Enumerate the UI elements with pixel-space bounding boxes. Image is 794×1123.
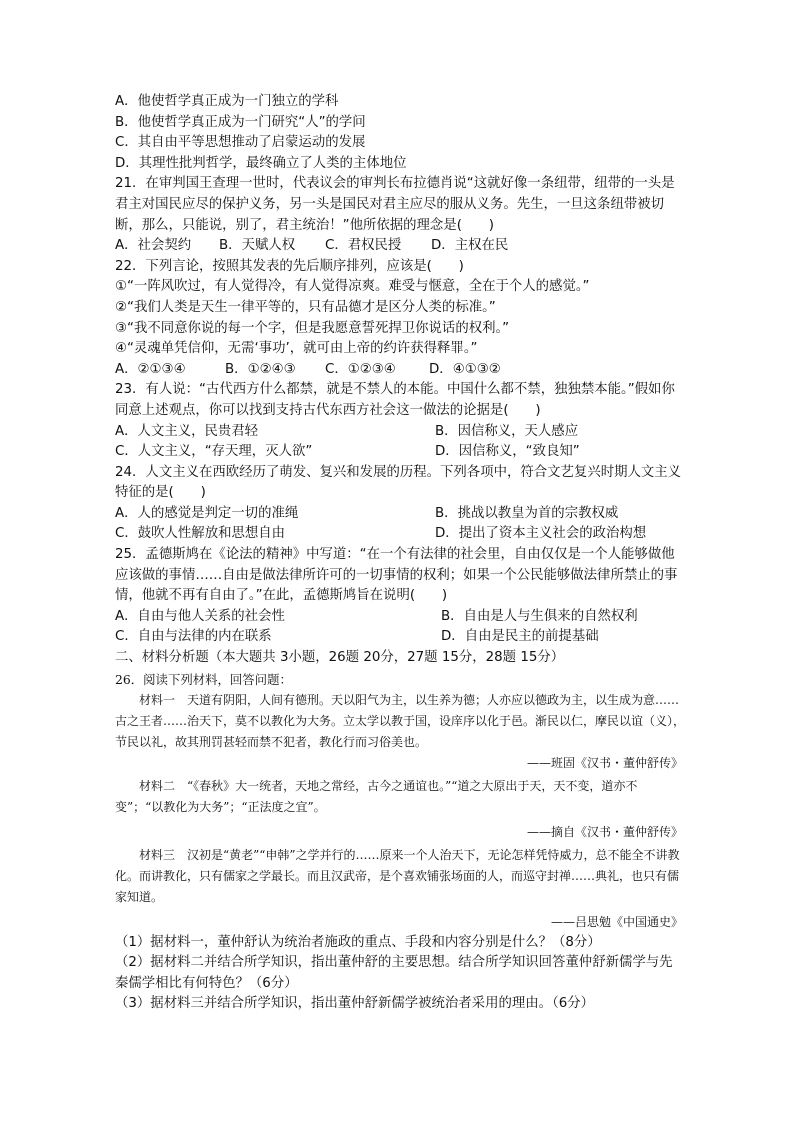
q22-item-2: ②“我们人类是天生一律平等的，只有品德才是区分人类的标准。” — [115, 299, 496, 315]
q22-options — [115, 360, 685, 381]
q22-option-a: A．②①③④ — [115, 361, 186, 377]
q24-stem: 24．人文主义在西欧经历了萌发、复兴和发展的历程。下列各项中，符合文艺复兴时期人文主义特征的是( ) — [115, 464, 682, 501]
q23-option-a: A．人文主义，民贵君轻 — [115, 423, 259, 439]
q25-option-b: B．自由是人与生俱来的自然权利 — [441, 608, 638, 624]
q21-option-b: B．天赋人权 — [219, 238, 296, 254]
q26-sub-1: （1）据材料一，董仲舒认为统治者施政的重点、手段和内容分别是什么？（8分） — [115, 934, 601, 950]
q20-option-b: B．他使哲学真正成为一门研究“人”的学问 — [115, 114, 366, 130]
q21-stem: 21．在审判国王查理一世时，代表议会的审判长布拉德肖说“这就好像一条纽带，纽带的一头是君主对国民应尽的保护义务，另一头是国民对君主应尽的服从义务。先生，一旦这条纽带被切断，那么，只能说，别了，君主统治！”他所依据的理念是( ) — [115, 176, 675, 233]
q23-option-c: C．人文主义，“存天理，灭人欲” — [115, 444, 313, 460]
material-3-text: 材料三 汉初是“黄老”“申韩”之学并行的……原来一个人治天下，无论怎样凭恃威力，总不能全不讲教化。而讲教化，只有儒家之学最长。而且汉武帝，是个喜欢铺张场面的人，而巡守封禅……典礼，也只有儒家知道。 — [115, 847, 680, 904]
q20-option-d: D．其理性批判哲学，最终确立了人类的主体地位 — [115, 155, 407, 171]
q25-option-d: D．自由是民主的前提基础 — [441, 629, 599, 645]
q21-options — [115, 236, 685, 257]
q21-option-c: C．君权民授 — [325, 238, 402, 254]
q21-option-a: A．社会契约 — [115, 238, 192, 254]
q24-option-a: A．人的感觉是判定一切的准绳 — [115, 505, 299, 521]
exam-page — [115, 92, 685, 1015]
q22-item-1: ①“一阵风吹过，有人觉得冷，有人觉得凉爽。难受与惬意，全在于个人的感觉。” — [115, 279, 590, 295]
q20-option-c: C．其自由平等思想推动了启蒙运动的发展 — [115, 135, 366, 151]
material-1 — [115, 690, 685, 753]
material-2 — [115, 776, 685, 818]
q24-option-d: D．提出了资本主义社会的政治构想 — [435, 526, 647, 542]
q22-option-c: C．①②③④ — [325, 361, 396, 377]
material-1-source: ——班固《汉书・董仲舒传》 — [526, 755, 683, 770]
q22-option-b: B．①②④③ — [225, 361, 296, 377]
q25-options-row-2 — [115, 627, 685, 648]
q26-sub-2: （2）据材料二并结合所学知识，指出董仲舒的主要思想。结合所学知识回答董仲舒新儒学与先秦儒学相比有何特色？（6分） — [115, 955, 673, 991]
q22-option-d: D．④①③② — [429, 361, 501, 377]
q25-stem: 25．孟德斯鸠在《论法的精神》中写道：“在一个有法律的社会里，自由仅仅是一个人能够做他应该做的事情……自由是做法律所许可的一切事情的权利；如果一个公民能够做法律所禁止的事情，他就不再有自由了。”在此，孟德斯鸠旨在说明( ) — [115, 547, 678, 604]
material-2-source: ——摘自《汉书・董仲舒传》 — [526, 824, 683, 839]
q23-options-row-2 — [115, 442, 685, 463]
q26-sub-3: （3）据材料三并结合所学知识，指出董仲舒新儒学被统治者采用的理由。（6分） — [115, 996, 595, 1012]
q24-option-c: C．鼓吹人性解放和思想自由 — [115, 526, 286, 542]
q26-intro: 26．阅读下列材料，回答问题： — [115, 671, 292, 687]
material-3 — [115, 845, 685, 908]
material-1-text: 材料一 天道有阴阳，人间有德刑。天以阳气为主，以生养为德；人亦应以德政为主，以生成为意……古之王者……治天下，莫不以教化为大务。立太学以教于国，设庠序以化于邑。渐民以仁，摩民以谊（义），节民以礼，故其刑罚甚轻而禁不犯者，教化行而习俗美也。 — [115, 692, 686, 749]
q22-item-4: ④“灵魂单凭信仰，无需‘事功’，就可由上帝的约许获得释罪。” — [115, 341, 478, 357]
q24-options-row-1 — [115, 504, 685, 525]
q23-stem: 23．有人说：“古代西方什么都禁，就是不禁人的本能。中国什么都不禁，独独禁本能。”假如你同意上述观点，你可以找到支持古代东西方社会这一做法的论据是( ) — [115, 382, 675, 418]
q23-options-row-1 — [115, 422, 685, 443]
q25-option-a: A．自由与他人关系的社会性 — [115, 608, 285, 624]
q21-option-d: D．主权在民 — [431, 238, 509, 254]
q24-option-b: B．挑战以教皇为首的宗教权威 — [435, 505, 619, 521]
q23-option-b: B．因信称义，天人感应 — [435, 423, 579, 439]
q25-option-c: C．自由与法律的内在联系 — [115, 629, 272, 645]
material-2-text: 材料二 “《春秋》大一统者，天地之常经，古今之通谊也。”“道之大原出于天，天不变，道亦不变”；“以教化为大务”；“正法度之宜”。 — [115, 778, 638, 814]
q25-options-row-1 — [115, 607, 685, 628]
q22-item-3: ③“我不同意你说的每一个字，但是我愿意誓死捍卫你说话的权利。” — [115, 320, 510, 336]
q20-option-a: A．他使哲学真正成为一门独立的学科 — [115, 94, 339, 109]
material-3-source: ——吕思勉《中国通史》 — [550, 914, 683, 929]
section-heading: 二、材料分析题（本大题共 3小题，26题 20分，27题 15分，28题 15分） — [115, 650, 565, 666]
q23-option-d: D．因信称义，“致良知” — [435, 444, 580, 460]
q22-stem: 22．下列言论，按照其发表的先后顺序排列，应该是( ) — [115, 258, 464, 274]
q24-options-row-2 — [115, 524, 685, 545]
